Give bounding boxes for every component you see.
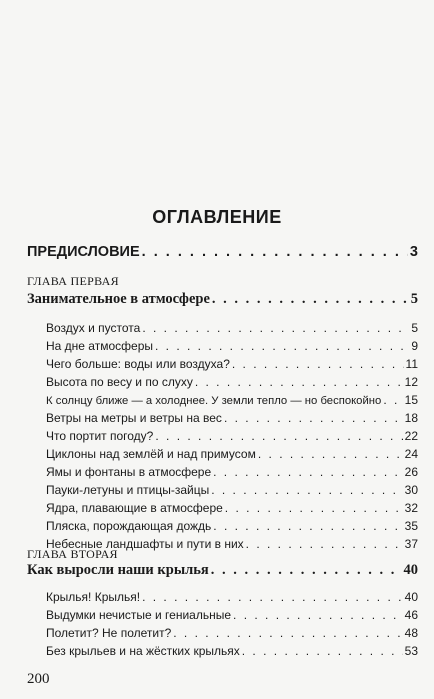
bleed-through-text [70,4,74,15]
toc-entry[interactable] [46,411,418,425]
leader-dots [383,393,402,407]
toc-entry-page: 3 [409,244,418,260]
toc-entry-label: Пляска, порождающая дождь [46,519,212,533]
leader-dots [225,501,403,515]
toc-entry-page: 46 [404,608,418,622]
toc-entry-page: 48 [404,626,418,640]
toc-entry[interactable] [46,393,418,407]
toc-entry-label: Ветры на метры и ветры на вес [46,411,222,425]
toc-entry[interactable] [46,626,418,640]
leader-dots [232,357,404,371]
toc-entry-label: Воздух и пустота [46,321,141,335]
toc-entry-label: Пауки-летуны и птицы-зайцы [46,483,210,497]
leader-dots [213,519,402,533]
toc-entry-chapter[interactable] [27,291,418,308]
leader-dots [213,465,403,479]
toc-entry[interactable] [46,447,418,461]
toc-entry-page: 5 [410,291,418,307]
toc-entry[interactable] [46,590,418,604]
contents-title: ОГЛАВЛЕНИЕ [152,207,282,227]
toc-entry-label: ПРЕДИСЛОВИЕ [27,244,140,260]
toc-entry-page: 30 [404,483,418,497]
leader-dots [233,608,403,622]
leader-dots [155,429,402,443]
toc-entry-page: 35 [404,519,418,533]
toc-entry-page: 12 [404,375,418,389]
toc-entry-page: 11 [405,357,418,371]
leader-dots [195,375,403,389]
toc-entry-chapter[interactable] [27,562,418,579]
toc-entry-label: Циклоны над землёй и над примусом [46,447,256,461]
toc-entry[interactable] [46,519,418,533]
toc-entry-page: 32 [404,501,418,515]
bleed-through-text [300,58,303,70]
toc-entry-label: К солнцу ближе — а холоднее. У земли тепло — но беспокойно [46,395,382,407]
leader-dots [211,562,402,579]
chapter-heading: ГЛАВА ПЕРВАЯ [27,274,119,288]
toc-entry[interactable] [46,339,418,353]
toc-entry[interactable] [46,483,418,497]
toc-entry-page: 18 [404,411,418,425]
toc-entry-page: 40 [404,590,418,604]
leader-dots [155,339,409,353]
page-number: 200 [27,671,50,687]
toc-entry-page: 9 [411,339,418,353]
toc-entry-preface[interactable] [27,244,418,260]
toc-entry[interactable] [46,608,418,622]
leader-dots [246,537,403,551]
leader-dots [173,626,402,640]
toc-entry[interactable] [46,375,418,389]
toc-entry-page: 24 [404,447,418,461]
leader-dots [212,291,409,308]
toc-entry-label: Крылья! Крылья! [46,590,141,604]
toc-entry-page: 15 [404,393,418,407]
toc-entry-page: 53 [404,644,418,658]
toc-entry[interactable] [46,465,418,479]
toc-entry-page: 37 [404,537,418,551]
toc-entry-label: Ямы и фонтаны в атмосфере [46,465,212,479]
toc-entry-label: Ядра, плавающие в атмосфере [46,501,223,515]
toc-entry[interactable] [46,429,418,443]
leader-dots [258,447,403,461]
toc-entry-label: Как выросли наши крылья [27,562,209,578]
chapter-heading: ГЛАВА ВТОРАЯ [27,547,118,561]
leader-dots [142,321,409,335]
toc-entry-label: Небесные ландшафты и пути в них [46,537,244,551]
toc-entry-label: Что портит погоду? [46,429,154,443]
toc-entry[interactable] [46,644,418,658]
toc-entry-page: 40 [403,562,418,578]
toc-entry-page: 26 [404,465,418,479]
toc-entry-label: Чего больше: воды или воздуха? [46,357,230,371]
leader-dots [142,244,408,260]
toc-entry-label: Высота по весу и по слуху [46,375,193,389]
toc-entry-label: Выдумки нечистые и гениальные [46,608,232,622]
toc-entry[interactable] [46,501,418,515]
leader-dots [211,483,402,497]
toc-entry-label: Занимательное в атмосфере [27,291,210,307]
toc-entry-label: Без крыльев и на жёстких крыльях [46,644,240,658]
toc-entry-label: На дне атмосферы [46,339,153,353]
leader-dots [142,590,403,604]
toc-entry-page: 5 [411,321,418,335]
toc-entry[interactable] [46,321,418,335]
toc-entry[interactable] [46,357,418,371]
toc-entry-page: 22 [404,429,418,443]
leader-dots [224,411,403,425]
toc-entry-label: Полетит? Не полетит? [46,626,172,640]
leader-dots [242,644,403,658]
